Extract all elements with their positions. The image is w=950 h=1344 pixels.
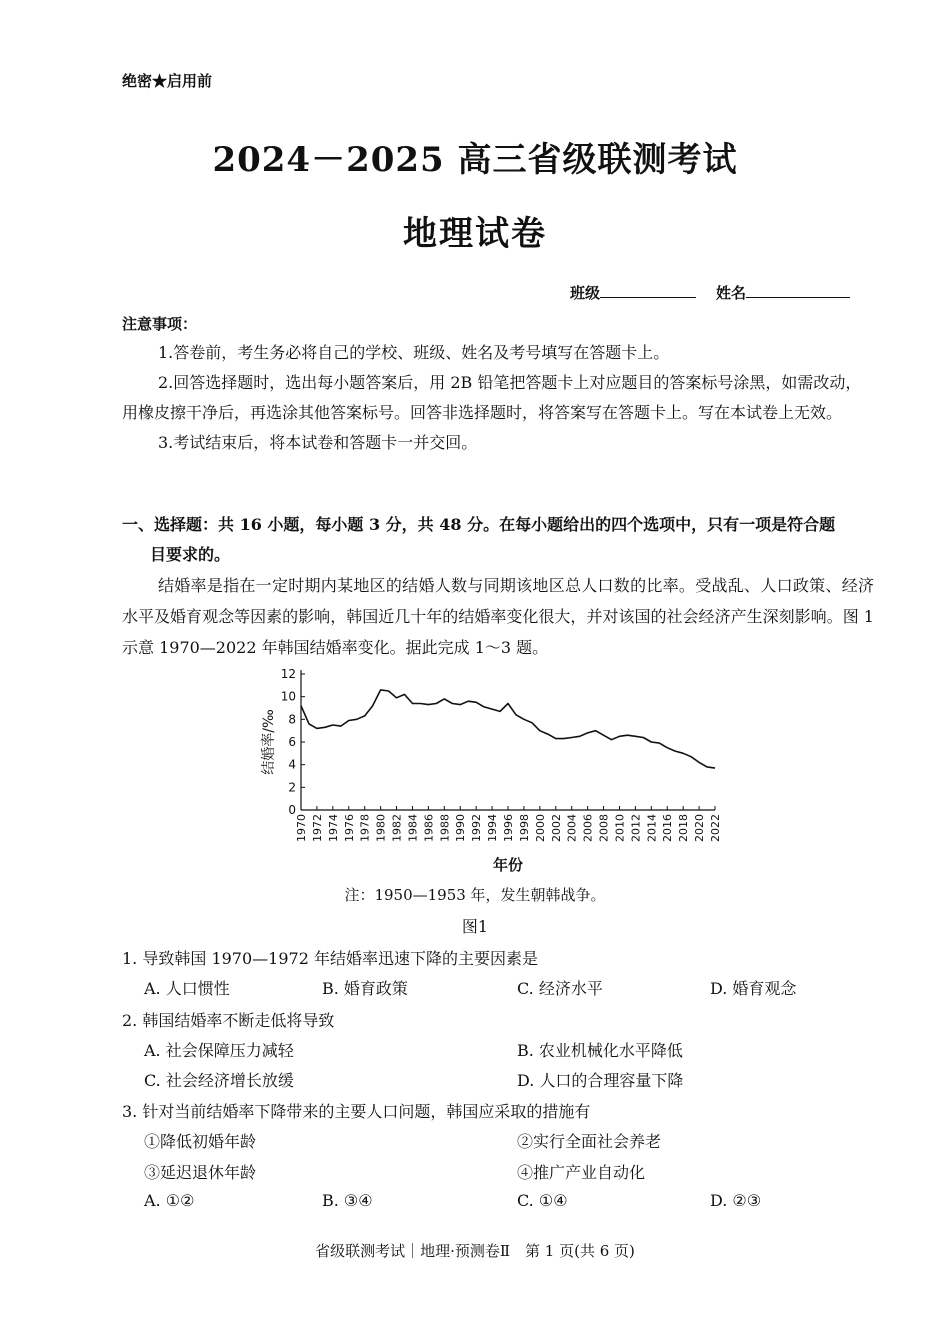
question-2-option-d: D. 人口的合理容量下降 — [517, 1071, 684, 1090]
name-label: 姓名 — [716, 284, 747, 302]
x-tick-label: 2000 — [533, 814, 547, 842]
x-tick-label: 2018 — [677, 814, 691, 842]
question-3-item-2: ②实行全面社会养老 — [517, 1132, 662, 1151]
question-3-option-c: C. ①④ — [517, 1191, 568, 1210]
y-axis-label: 结婚率/‰ — [261, 709, 277, 775]
name-blank — [746, 283, 850, 298]
section-heading-line: 一、选择题：共 16 小题，每小题 3 分，共 48 分。在每小题给出的四个选项中，只有一项是符合题 — [122, 515, 836, 534]
question-1-option-a: A. 人口惯性 — [144, 979, 230, 998]
section-heading-line: 目要求的。 — [150, 545, 231, 564]
question-1-stem: 1. 导致韩国 1970—1972 年结婚率迅速下降的主要因素是 — [122, 949, 538, 968]
x-axis-label: 年份 — [492, 856, 524, 874]
x-tick-label: 1976 — [342, 814, 356, 842]
confidential-mark: 绝密★启用前 — [122, 72, 213, 90]
question-2-stem: 2. 韩国结婚率不断走低将导致 — [122, 1011, 335, 1030]
question-3-option-a: A. ①② — [144, 1191, 195, 1210]
question-3-option-b: B. ③④ — [322, 1191, 373, 1210]
x-tick-label: 1980 — [374, 814, 388, 842]
y-tick-label: 12 — [280, 667, 296, 681]
x-tick-label: 1978 — [358, 814, 372, 842]
x-tick-label: 1998 — [517, 814, 531, 842]
question-3-item-4: ④推广产业自动化 — [517, 1163, 646, 1182]
x-tick-label: 1972 — [310, 814, 324, 842]
x-tick-label: 2012 — [629, 814, 643, 842]
y-tick-label: 8 — [288, 712, 296, 727]
y-tick-label: 4 — [288, 757, 296, 772]
notice-item: 1.答卷前，考生务必将自己的学校、班级、姓名及考号填写在答题卡上。 — [158, 343, 670, 362]
question-1-option-c: C. 经济水平 — [517, 979, 603, 998]
x-tick-label: 2002 — [549, 814, 563, 842]
x-tick-label: 2020 — [693, 814, 707, 842]
x-tick-label: 2014 — [645, 814, 659, 842]
notice-heading: 注意事项： — [122, 315, 198, 333]
x-tick-label: 1990 — [454, 814, 468, 842]
question-3-item-1: ①降低初婚年龄 — [144, 1132, 257, 1151]
question-3-option-d: D. ②③ — [710, 1191, 762, 1210]
notice-item: 2.回答选择题时，选出每小题答案后，用 2B 铅笔把答题卡上对应题目的答案标号涂黑，如需改动，用橡皮擦干净后，再选涂其他答案标号。回答非选择题时，将答案写在答题卡上。写在本试卷上无效。 — [122, 373, 862, 422]
x-tick-label: 1982 — [390, 814, 404, 842]
question-1-option-b: B. 婚育政策 — [322, 979, 408, 998]
question-2-option-c: C. 社会经济增长放缓 — [144, 1071, 294, 1090]
x-tick-label: 1988 — [438, 814, 452, 842]
x-tick-label: 1994 — [486, 814, 500, 842]
x-tick-label: 1992 — [470, 814, 484, 842]
x-tick-label: 1984 — [406, 814, 420, 842]
figure-note: 注：1950—1953 年，发生朝韩战争。 — [344, 886, 606, 904]
question-3-stem: 3. 针对当前结婚率下降带来的主要人口问题，韩国应采取的措施有 — [122, 1102, 591, 1121]
figure-label: 图1 — [461, 917, 489, 936]
y-tick-label: 10 — [280, 689, 296, 704]
section-heading — [122, 510, 874, 570]
x-tick-label: 2008 — [597, 814, 611, 842]
x-tick-label: 2004 — [565, 814, 579, 842]
x-tick-label: 1996 — [502, 814, 515, 842]
class-field — [570, 282, 696, 303]
class-blank — [600, 283, 696, 298]
class-label: 班级 — [570, 284, 601, 302]
y-tick-label: 6 — [288, 735, 296, 749]
exam-title: 2024－2025 高三省级联测考试 — [212, 140, 738, 180]
page-footer: 省级联测考试｜地理·预测卷Ⅱ 第 1 页(共 6 页) — [315, 1242, 635, 1260]
name-field — [716, 282, 850, 303]
question-1-option-d: D. 婚育观念 — [710, 979, 797, 998]
marriage-rate-chart — [255, 662, 735, 882]
question-2-option-a: A. 社会保障压力减轻 — [144, 1041, 294, 1060]
question-2-option-b: B. 农业机械化水平降低 — [517, 1041, 683, 1060]
notice-item: 3.考试结束后，将本试卷和答题卡一并交回。 — [158, 433, 478, 452]
y-tick-label: 0 — [288, 803, 296, 817]
x-tick-label: 1986 — [422, 814, 436, 842]
x-tick-label: 1970 — [295, 814, 308, 842]
question-3-item-3: ③延迟退休年龄 — [144, 1163, 257, 1182]
x-tick-label: 2022 — [709, 814, 722, 842]
x-tick-label: 2010 — [613, 814, 627, 842]
x-tick-label: 2016 — [661, 814, 675, 842]
x-tick-label: 1974 — [326, 814, 340, 842]
marriage-rate-line — [301, 690, 715, 768]
x-tick-label: 2006 — [581, 814, 595, 842]
question-intro: 结婚率是指在一定时期内某地区的结婚人数与同期该地区总人口数的比率。受战乱、人口政策、经济水平及婚育观念等因素的影响，韩国近几十年的结婚率变化很大，并对该国的社会经济产生深刻影响。图 1 示意 1970—2022 年韩国结婚率变化。据此完成 1～3 题。 — [122, 576, 874, 657]
y-tick-label: 2 — [288, 780, 296, 795]
exam-subtitle: 地理试卷 — [403, 214, 547, 254]
notice-list — [122, 338, 874, 458]
